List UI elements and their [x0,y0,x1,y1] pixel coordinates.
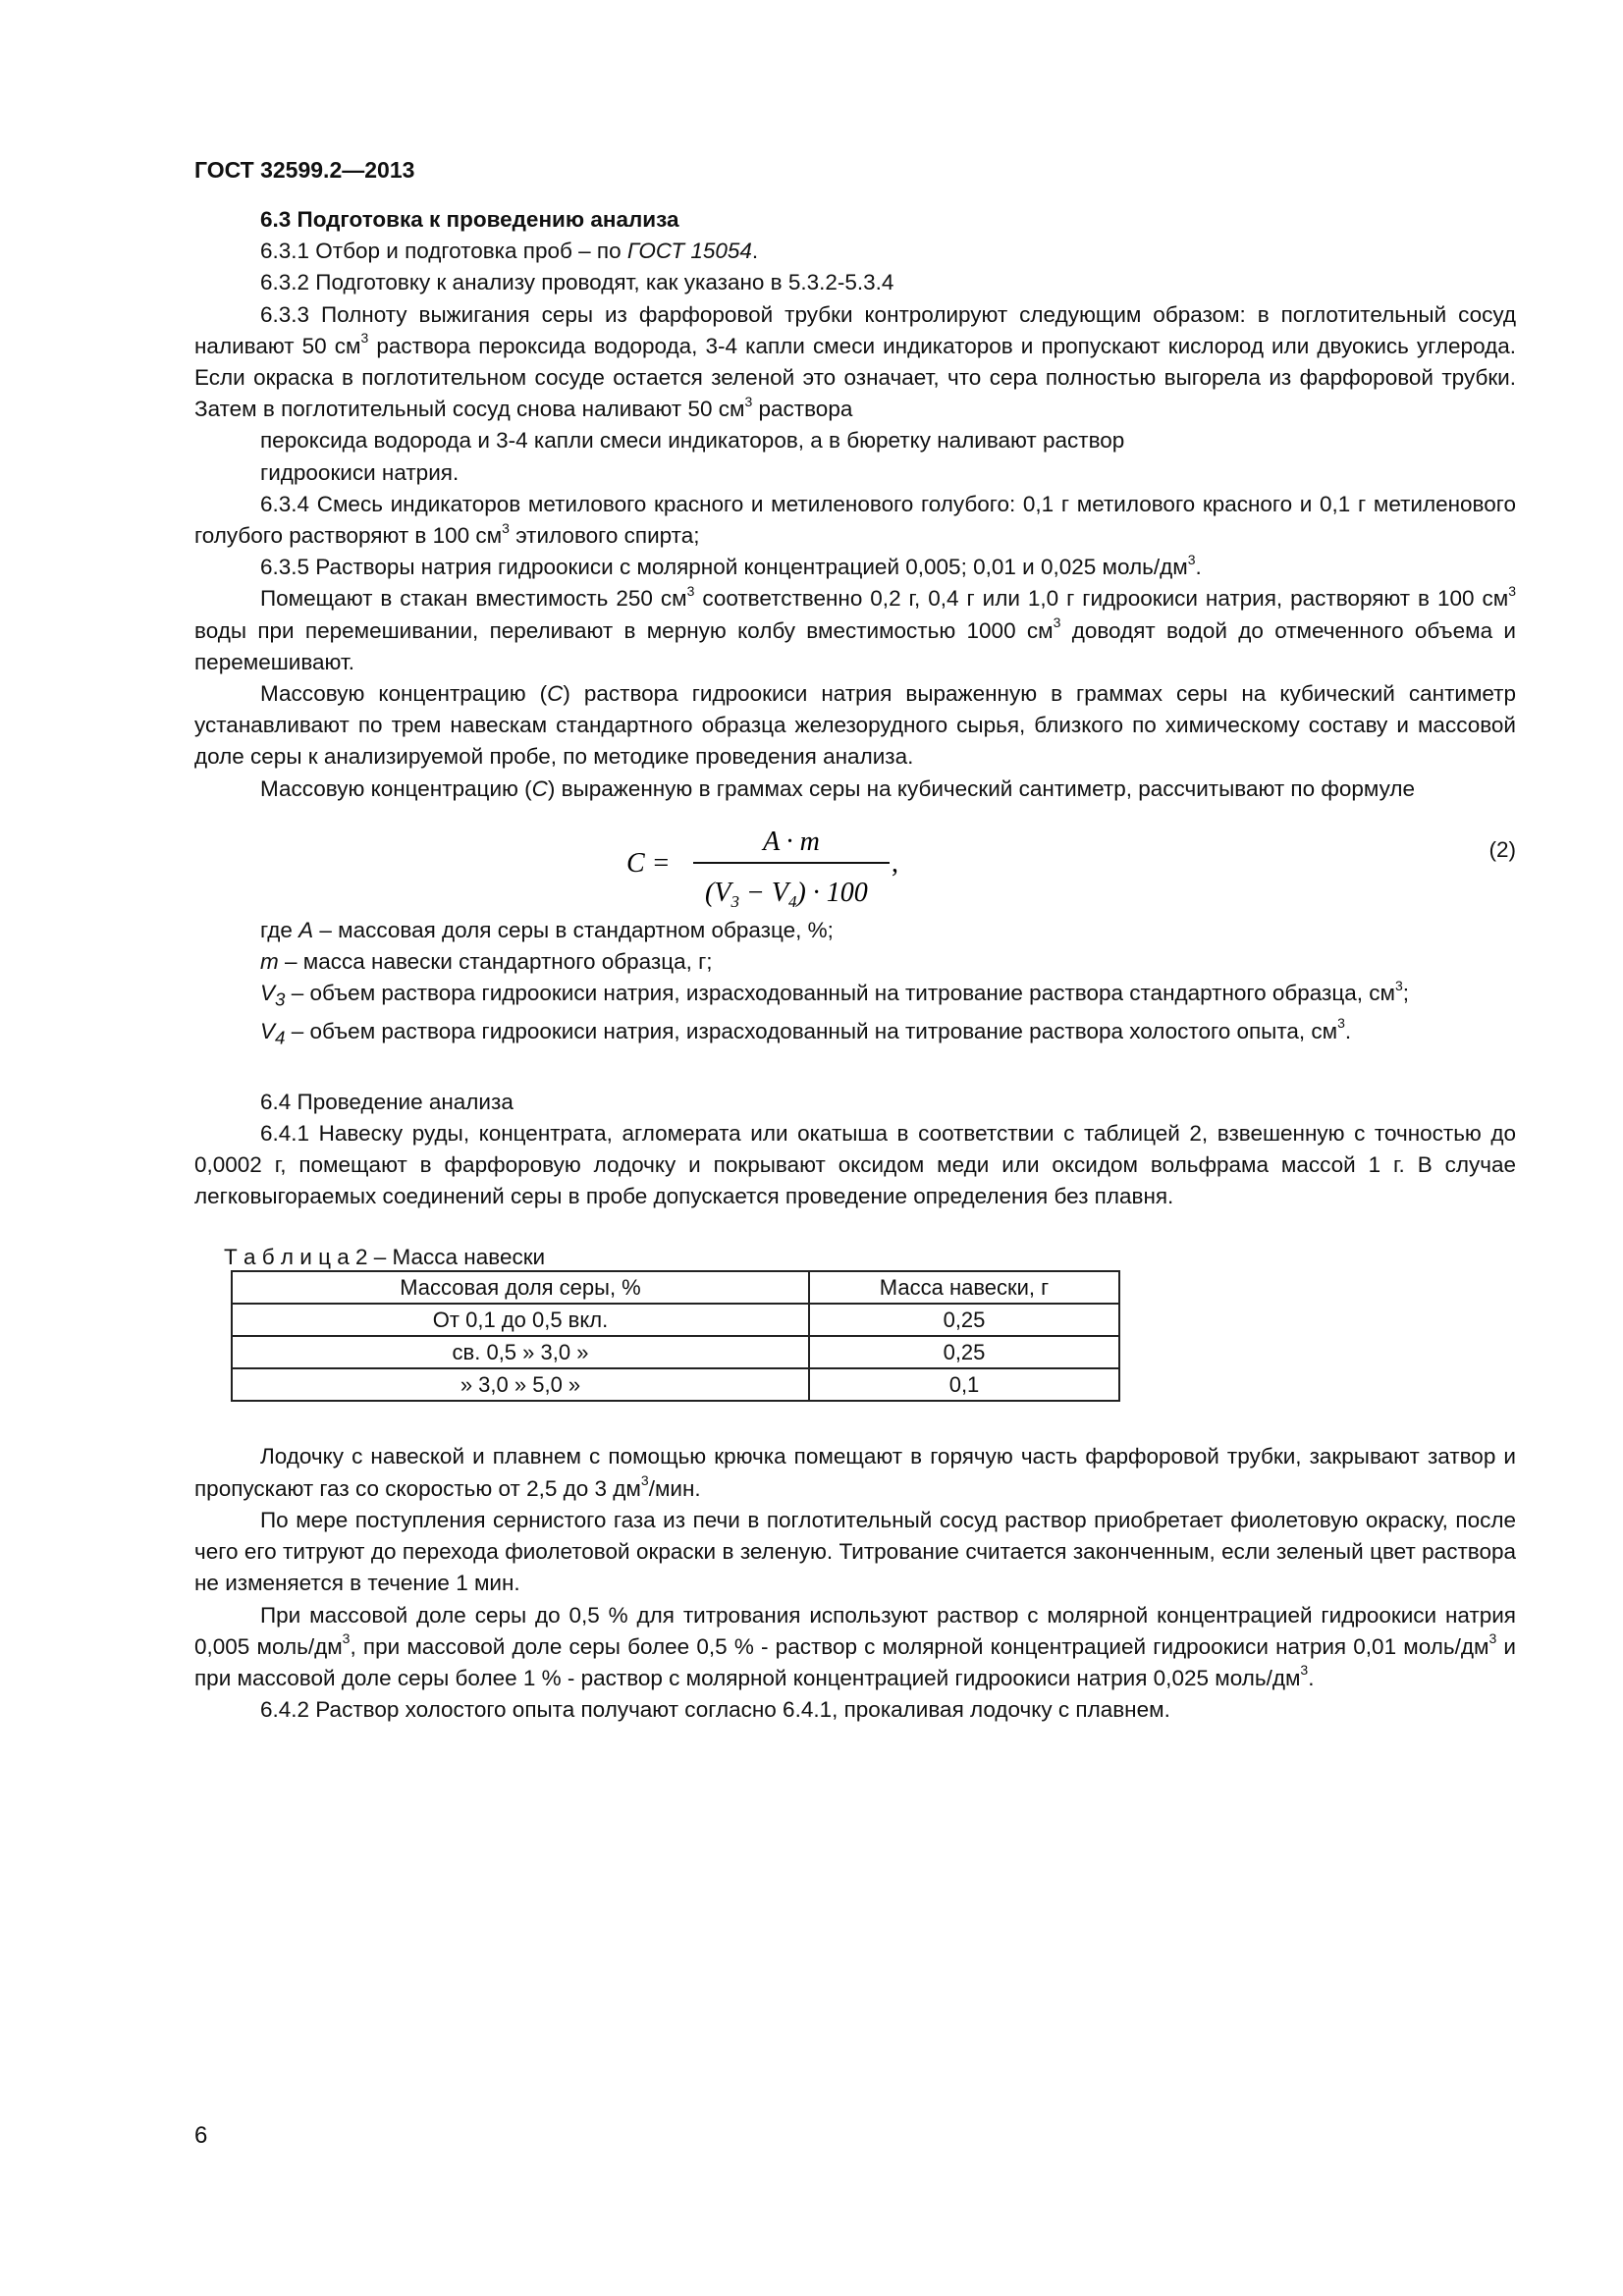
formula-2 [194,805,1516,915]
standard-reference: ГОСТ 15054 [626,239,752,264]
paragraph-titration: По мере поступления сернистого газа из печи в поглотительный сосуд раствор приобретает фиолетовую окраску, после чего его титруют до перехода фиолетовой окраски в зеленую. Титрование считается законченным, если зеленый цвет раствора не изменяется в течение 1 мин. [194,1507,1516,1596]
table-cell: 0,1 [809,1368,1119,1401]
formula-comma: , [892,847,898,879]
table-cell: 0,25 [809,1336,1119,1368]
table-header-row [232,1271,1119,1304]
table-cell: От 0,1 до 0,5 вкл. [232,1304,809,1336]
paragraph-6-3-3-line2: пероксида водорода и 3-4 капли смеси индикаторов, а в бюретку наливают раствор [260,428,1125,454]
where-m: m – масса навески стандартного образца, г; [260,949,713,975]
paragraph-mass-concentration-2: Массовую концентрацию (C) выраженную в граммах серы на кубический сантиметр, рассчитывают по формуле [260,775,1416,801]
paragraph-6-3-1: 6.3.1 Отбор и подготовка проб – по ГОСТ 15054. [260,239,759,264]
section-6-3-title: 6.3 Подготовка к проведению анализа [260,207,679,232]
table-cell: » 3,0 » 5,0 » [232,1368,809,1401]
formula-denominator: $(V_3 - V_4) \cdot 100$ [705,877,868,911]
page-number: 6 [194,2122,208,2149]
paragraph-mass-concentration-1: Массовую концентрацию (C) раствора гидроокиси натрия выраженную в граммах серы на кубический сантиметр устанавливают по трем навескам стандартного образца железорудного сырья, близкого по химическому составу и массовой доле серы к анализируемой пробе, по методике проведения анализа. [194,681,1516,770]
where-a: где A – массовая доля серы в стандартном образце, %; [260,917,834,942]
table-header-cell: Масса навески, г [809,1271,1119,1304]
where-v4: $V_4$ – объем раствора гидроокиси натрия, израсходованный на титрование раствора холостого опыта, $см^3$. [260,1015,1352,1048]
paragraph-6-3-4: 6.3.4 Смесь индикаторов метилового красного и метиленового голубого: 0,1 г метилового красного и 0,1 г метиленового голубого растворяют в 100 $см^3$ этилового спирта; [194,491,1516,549]
table-header-cell: Массовая доля серы, % [232,1271,809,1304]
section-6-4-title: 6.4 Проведение анализа [260,1089,514,1114]
formula-number: (2) [1488,836,1516,862]
table-cell: 0,25 [809,1304,1119,1336]
paragraph-6-4-2: 6.4.2 Раствор холостого опыта получают согласно 6.4.1, прокаливая лодочку с плавнем. [260,1697,1170,1723]
formula-graphic [626,807,921,913]
table-row [232,1336,1119,1368]
where-v3: $V_3$ – объем раствора гидроокиси натрия, израсходованный на титрование раствора стандартного образца, $см^3$; [260,977,1410,1010]
paragraph-concentrations: При массовой доле серы до 0,5 % для титрования используют раствор с молярной концентрацией гидроокиси натрия 0,005 моль/$дм^3$, при массовой доле серы более 0,5 % - раствор с молярной концентрацией гидроокиси натрия 0,01 моль/$дм^3$ и при массовой доле серы более 1 % - раствор с молярной концентрацией гидроокиси натрия 0,025 моль/$дм^3$. [194,1602,1516,1690]
table-row [232,1304,1119,1336]
table-row [232,1368,1119,1401]
table-cell: св. 0,5 » 3,0 » [232,1336,809,1368]
sample-mass-table [231,1270,1120,1402]
document-body [194,204,1516,1726]
paragraph-6-3-3-line3: гидроокиси натрия. [260,459,460,485]
paragraph-6-3-2: 6.3.2 Подготовку к анализу проводят, как указано в 5.3.2-5.3.4 [260,270,894,295]
paragraph-6-3-3: 6.3.3 Полноту выжигания серы из фарфоровой трубки контролируют следующим образом: в поглотительный сосуд наливают 50 $см^3$ раствора пероксида водорода, 3-4 капли смеси индикаторов и пропускают кислород или двуокись углерода. Если окраска в поглотительном сосуде остается зеленой это означает, что сера полностью выгорела из фарфоровой трубки. Затем в поглотительный сосуд снова наливают 50 $см^3$ раствора [194,301,1516,422]
formula-lhs: C = [626,847,671,879]
paragraph-6-3-5: 6.3.5 Растворы натрия гидроокиси с молярной концентрацией 0,005; 0,01 и 0,025 моль/$дм^3$. [260,551,1202,580]
paragraph-solution-prep: Помещают в стакан вместимость 250 $см^3$ соответственно 0,2 г, 0,4 г или 1,0 г гидроокиси натрия, растворяют в 100 $см^3$ воды при перемешивании, переливают в мерную колбу вместимостью 1000 $см^3$ доводят водой до отмеченного объема и перемешивают. [194,582,1516,674]
paragraph-boat: Лодочку с навеской и плавнем с помощью крючка помещают в горячую часть фарфоровой трубки, закрывают затвор и пропускают газ со скоростью от 2,5 до 3 $дм^3$/мин. [194,1444,1516,1501]
paragraph-6-4-1: 6.4.1 Навеску руды, концентрата, агломерата или окатыша в соответствии с таблицей 2, взвешенную с точностью до 0,0002 г, помещают в фарфоровую лодочку и покрывают оксидом меди или оксидом вольфрама массой 1 г. В случае легковыгораемых соединений серы в пробе допускается проведение определения без плавня. [194,1120,1516,1209]
document-header: ГОСТ 32599.2—2013 [194,157,415,183]
formula-numerator: A · m [763,826,820,857]
table-caption: Т а б л и ц а 2 – Масса навески [224,1245,546,1270]
